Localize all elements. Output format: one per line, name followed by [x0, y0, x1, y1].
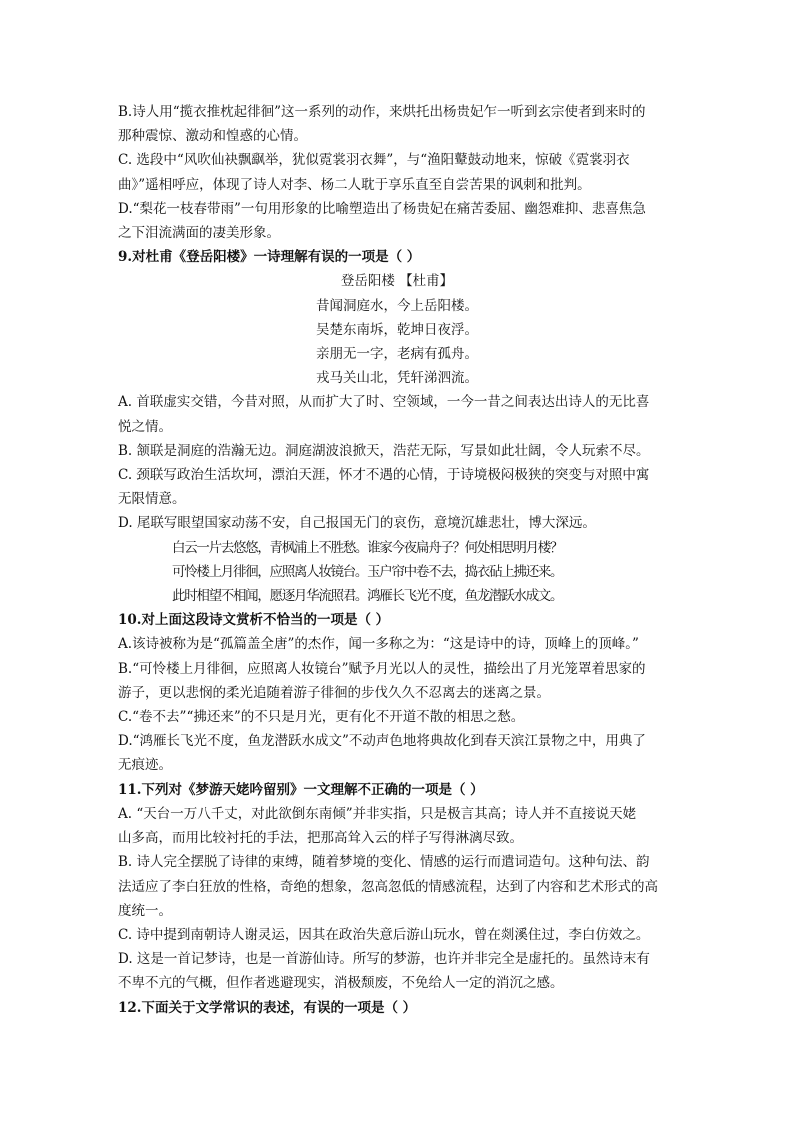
q8-option-d-line-1: D.“梨花一枝春带雨”一句用形象的比喻塑造出了杨贵妃在痛苦委屈、幽怨难抑、悲喜焦急 — [118, 200, 646, 217]
q10-option-b-line-2: 游子，更以悲悯的柔光追随着游子徘徊的步伐久久不忍离去的迷离之景。 — [118, 684, 550, 701]
q8-option-b-line-1: B.诗人用“揽衣推枕起徘徊”这一系列的动作，来烘托出杨贵妃乍一听到玄宗使者到来时的 — [118, 104, 646, 120]
question-12-title: 12.下面关于文学常识的表述，有误的一项是（ ） — [118, 999, 417, 1016]
question-10-title: 10.对上面这段诗文赏析不恰当的一项是（ ） — [118, 612, 390, 629]
passage-line: 此时相望不相闻，愿逐月华流照君。鸿雁长飞光不度，鱼龙潜跃水成文。 — [172, 588, 563, 605]
q8-option-b-line-2: 那种震惊、激动和惶惑的心情。 — [118, 128, 307, 145]
q8-option-c-line-1: C. 选段中“风吹仙袂飘飖举，犹似霓裳羽衣舞”，与“渔阳鼙鼓动地来，惊破《霓裳羽衣 — [118, 152, 630, 169]
question-9 — [118, 245, 676, 535]
q9-option-a-line-1: A. 首联虚实交错，今昔对照，从而扩大了时、空领域，一今一昔之间表达出诗人的无比喜 — [118, 394, 650, 411]
passage-line: 白云一片去悠悠，青枫浦上不胜愁。谁家今夜扁舟子？何处相思明月楼？ — [172, 539, 563, 556]
poem-line: 亲朋无一字，老病有孤舟。 — [316, 346, 478, 363]
q10-option-d-line-2: 无痕迹。 — [118, 757, 172, 774]
q11-option-d-line-2: 不卑不亢的气概，但作者逃避现实，消极颓废，不免给人一定的消沉之感。 — [118, 975, 564, 992]
question-8-options — [118, 100, 676, 245]
q9-option-d: D. 尾联写眼望国家动荡不安，自己报国无门的哀伤，意境沉雄悲壮，博大深远。 — [118, 515, 596, 532]
q9-option-b: B. 颔联是洞庭的浩瀚无边。洞庭湖波浪掀天，浩茫无际，写景如此壮阔，令人玩索不尽。 — [118, 442, 650, 459]
q10-option-b-line-1: B.“可怜楼上月徘徊，应照离人妆镜台”赋予月光以人的灵性，描绘出了月光笼罩着思家的 — [118, 660, 646, 677]
q8-option-c-line-2: 曲》”遥相呼应，体现了诗人对李、杨二人耽于享乐直至自尝苦果的讽刺和批判。 — [118, 176, 591, 193]
poem-line: 吴楚东南坼，乾坤日夜浮。 — [316, 321, 478, 338]
poem-title: 登岳阳楼 【杜甫】 — [340, 273, 454, 290]
question-12 — [118, 996, 676, 1020]
poem-line: 戎马关山北，凭轩涕泗流。 — [316, 370, 478, 387]
q9-option-c-line-2: 无限情意。 — [118, 491, 186, 508]
q11-option-c: C. 诗中提到南朝诗人谢灵运，因其在政治失意后游山玩水，曾在剡溪住过，李白仿效之。 — [118, 926, 650, 943]
q10-option-c: C.“卷不去”“拂还来”的不只是月光，更有化不开道不散的相思之愁。 — [118, 709, 525, 726]
question-10 — [118, 608, 676, 777]
question-9-title: 9.对杜甫《登岳阳楼》一诗理解有误的一项是（ ） — [118, 249, 421, 266]
q11-option-a-line-1: A. “天台一万八千丈，对此欲倒东南倾”并非实指，只是极言其高；诗人并不直接说天姥 — [118, 805, 637, 822]
q11-option-b-line-2: 法适应了李白狂放的性格，奇绝的想象，忽高忽低的情感流程，达到了内容和艺术形式的高 — [118, 878, 658, 895]
passage-line: 可怜楼上月徘徊，应照离人妆镜台。玉户帘中卷不去，捣衣砧上拂还来。 — [172, 563, 563, 580]
question-11-title: 11.下列对《梦游天姥吟留别》一文理解不正确的一项是（ ） — [118, 781, 484, 798]
question-11 — [118, 778, 676, 996]
q10-option-a: A.该诗被称为是“孤篇盖全唐”的杰作，闻一多称之为：“这是诗中的诗，顶峰上的顶峰。” — [118, 636, 639, 653]
q11-option-b-line-3: 度统一。 — [118, 902, 172, 919]
q8-option-d-line-2: 之下泪流满面的凄美形象。 — [118, 225, 280, 242]
q9-option-c-line-1: C. 颈联写政治生活坎坷，漂泊天涯，怀才不遇的心情，于诗境极闷极狭的突变与对照中寓 — [118, 467, 650, 484]
q11-option-b-line-1: B. 诗人完全摆脱了诗律的束缚，随着梦境的变化、情感的运行而遣词造句。这种句法、韵 — [118, 854, 650, 871]
poem-passage — [118, 536, 676, 609]
page-content — [118, 100, 676, 1020]
q10-option-d-line-1: D.“鸿雁长飞光不度，鱼龙潜跃水成文”不动声色地将典故化到春天滨江景物之中，用典了 — [118, 733, 646, 750]
q9-option-a-line-2: 悦之情。 — [118, 418, 172, 435]
poem-line: 昔闻洞庭水，今上岳阳楼。 — [316, 297, 478, 314]
q11-option-a-line-2: 山多高，而用比较衬托的手法，把那高耸入云的样子写得淋漓尽致。 — [118, 830, 523, 847]
q11-option-d-line-1: D. 这是一首记梦诗，也是一首游仙诗。所写的梦游，也许并非完全是虚托的。虽然诗末有 — [118, 951, 650, 968]
